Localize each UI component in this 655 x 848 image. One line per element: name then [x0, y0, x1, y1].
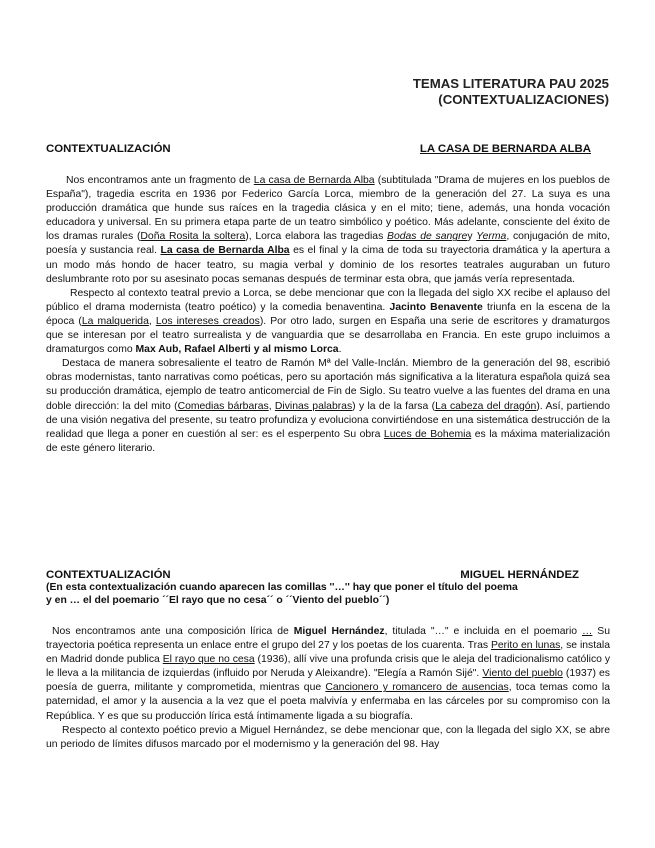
author-name: Max Aub, Rafael Alberti — [135, 344, 251, 356]
title-line-1: TEMAS LITERATURA PAU 2025 — [412, 76, 609, 91]
work-title: Yerma — [476, 231, 507, 243]
author-name: Jacinto Benavente — [389, 301, 483, 313]
work-title: Cancionero y romancero de ausencias — [325, 682, 509, 694]
section-heading: LA CASA DE BERNARDA ALBA — [419, 143, 591, 155]
paragraph: Respecto al contexto poético previo a Miguel Hernández, se debe mencionar que, con la llegada del siglo XX, se abre un periodo de límites difusos marcado por el modernismo y la generación del 98. Hay — [46, 724, 610, 750]
paragraph: Destaca de manera sobresaliente el teatro de Ramón Mª del Valle-Inclán. Miembro de la generación del 98, escribió obras modernistas, tanto narrativas como poéticas, pero su aportación más significativa a la literatura española quizá sea su producción dramática, ejemplo de teatro anticomercial de Fin de Siglo. Su teatro vuelve a las fuentes del drama en una doble dirección: la del mito (Comedias bárbaras, Divinas palabras) y la de la farsa (La cabeza del dragón). Así, partiendo de una visión negativa del presente, su teatro profundiza y evoluciona convirtiéndose en una sistemática destrucción de la realidad que llega a poner en cuestión al ser: es el esperpento Su obra Luces de Bohemia es la máxima materialización de este género literario. — [46, 358, 610, 454]
section-body-hernandez — [46, 625, 610, 752]
paragraph: Respecto al contexto teatral previo a Lorca, se debe mencionar que con la llegada del siglo XX recibe el aplauso del público el drama modernista (teatro poético) y la comedia benaventina. Jacinto Benavente triunfa en la escena de la época (La malquerida, Los intereses creados). Por otro lado, surgen en España una serie de escritores y dramaturgos que se interesan por el teatro surrealista y de vanguardia que se desarrollaba en Francia. En este grupo incluimos a dramaturgos como Max Aub, Rafael Alberti y al mismo Lorca. — [46, 287, 610, 356]
work-title: … — [582, 626, 593, 637]
work-title: La casa de Bernarda Alba — [160, 245, 290, 257]
section-label: CONTEXTUALIZACIÓN — [46, 143, 171, 155]
document-title — [309, 76, 609, 108]
paragraph: Nos encontramos ante un fragmento de La casa de Bernarda Alba (subtitulada "Drama de mujeres en los pueblos de España"), tragedia escrita en 1936 por Federico García Lorca, miembro de la generación del 27. La suya es una producción dramática que hunde sus raíces en la tragedia clásica y en el mito; tiene, además, una honda vocación educadora y universal. En su primera etapa parte de un teatro simbólico y poético. Más adelante, consciente del éxito de los dramas rurales (Doña Rosita la soltera), Lorca elabora las tragedias Bodas de sangrey Yerma, conjugación de mito, poesía y sustancia real. La casa de Bernarda Alba es el final y la cima de toda su trayectoria dramática y la apertura a un modo más hondo de hacer teatro, su magia verbal y dominio de los resortes teatrales auguraban un futuro deslumbrante roto por su asesinato pocas semanas después de terminar esta obra, que jamás vería representada. — [46, 175, 610, 285]
work-title: Bodas de sangre — [387, 231, 468, 243]
section-label: CONTEXTUALIZACIÓN — [46, 569, 171, 581]
work-title: Viento del pueblo — [482, 668, 563, 680]
author-name: Miguel Hernández — [293, 626, 385, 637]
work-title: Comedias bárbaras — [177, 400, 269, 412]
work-title: Doña Rosita la soltera — [140, 231, 246, 243]
work-title: La malquerida — [81, 315, 149, 327]
work-title: La cabeza del dragón — [435, 400, 537, 412]
title-line-2: (CONTEXTUALIZACIONES) — [438, 92, 609, 107]
work-title: El rayo que no cesa — [162, 654, 255, 666]
work-title: Perito en lunas — [490, 640, 561, 652]
note-line-1: (En esta contextualización cuando aparecen las comillas ''…'' hay que poner el título del poema — [46, 582, 518, 593]
work-title: La casa de Bernarda Alba — [253, 175, 375, 186]
section-heading: MIGUEL HERNÁNDEZ — [460, 569, 579, 581]
section-body-lorca — [46, 174, 610, 456]
work-title: Luces de Bohemia — [383, 428, 472, 440]
paragraph: Nos encontramos ante una composición lírica de Miguel Hernández, titulada "…" e incluida en el poemario … Su trayectoria poética representa un enlace entre el grupo del 27 y los poetas de los cuarenta. Tras Perito en lunas, se instala en Madrid donde publica El rayo que no cesa (1936), allí vive una profunda crisis que le aleja del tradicionalismo católico y le lleva a la militancia de izquierdas (influido por Neruda y Aleixandre). "Elegía a Ramón Sijé". Viento del pueblo (1937) es poesía de guerra, militante y comprometida, mientras que Cancionero y romancero de ausencias, toca temas como la paternidad, el amor y la ausencia a la vez que el poeta malvivía y enfermaba en las cárceles por su compromiso con la República. Y es que su producción lírica está íntimamente ligada a su biografía. — [46, 626, 611, 722]
work-title: Divinas palabras — [274, 400, 353, 412]
work-title: Los intereses creados — [155, 315, 260, 327]
section-note — [46, 582, 616, 608]
author-name: y al mismo Lorca — [253, 344, 339, 356]
note-line-2: y en … el del poemario ´´El rayo que no cesa´´ o ´´Viento del pueblo´´) — [46, 594, 390, 606]
